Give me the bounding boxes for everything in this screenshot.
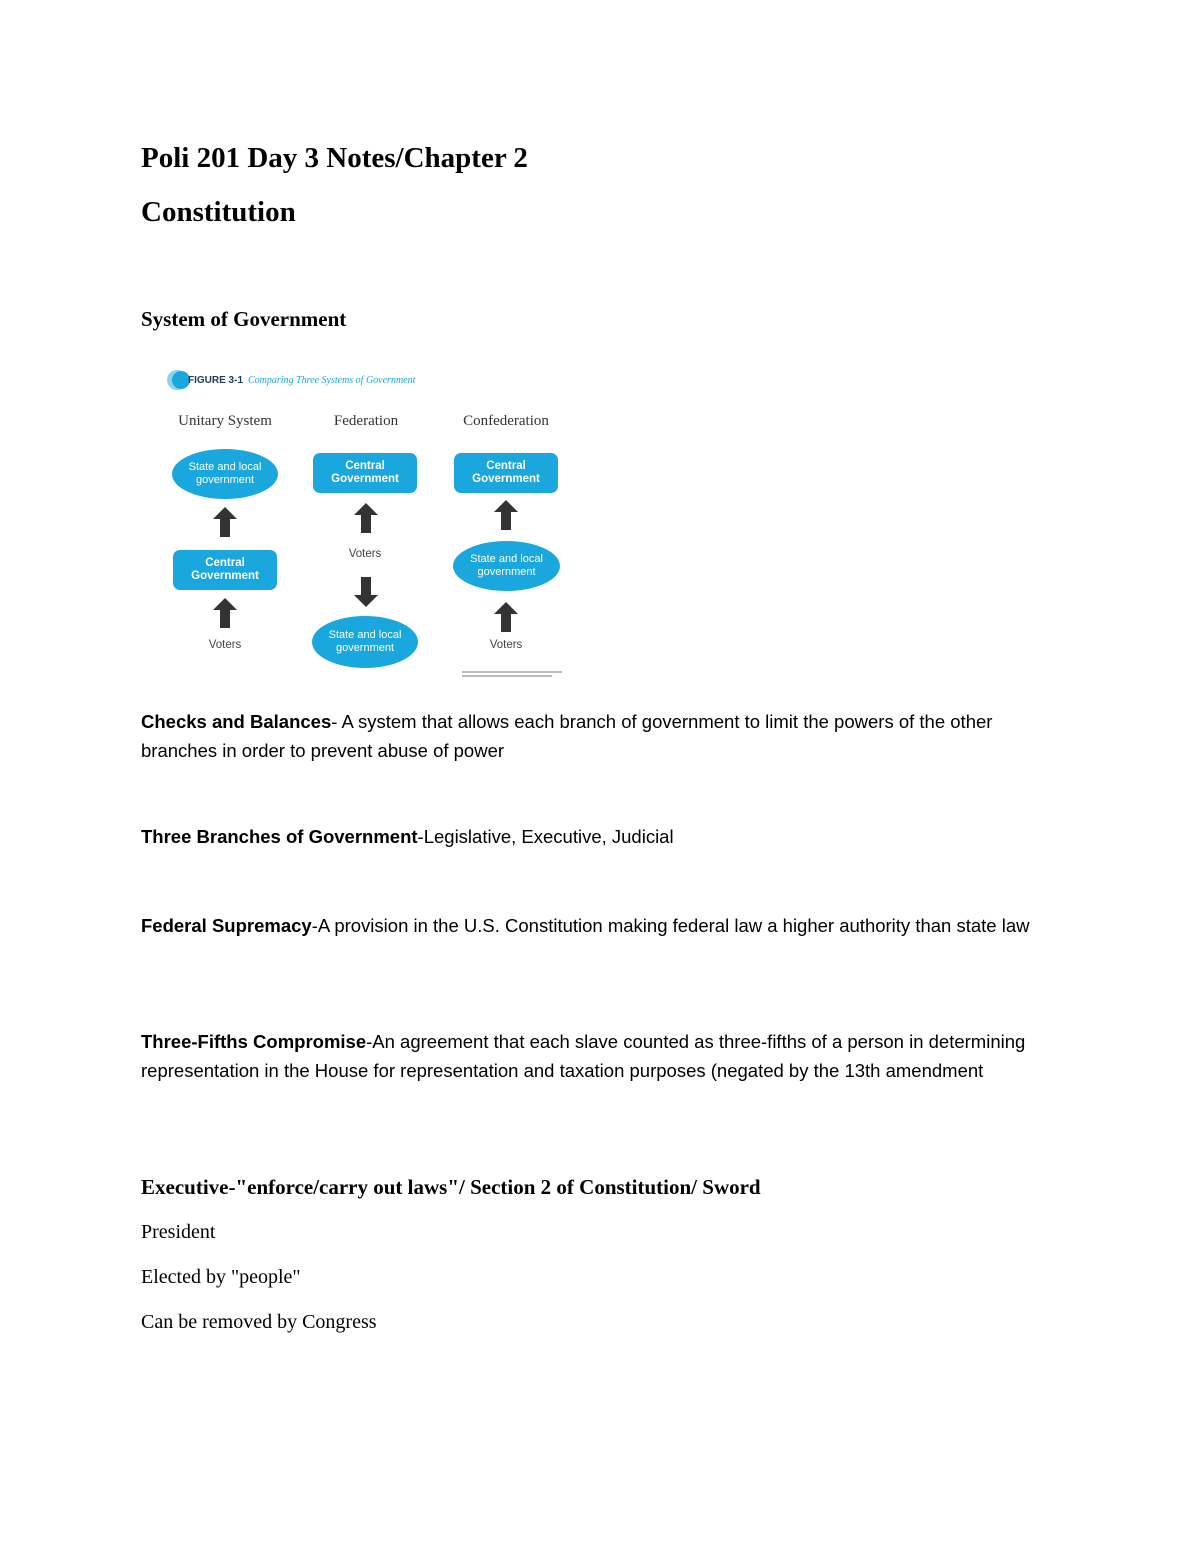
confederation-top-node: Central Government — [454, 453, 558, 493]
definition-three-branches — [141, 822, 1071, 851]
definition-federal-supremacy — [141, 911, 1071, 940]
up-arrow-icon — [213, 507, 237, 537]
government-systems-figure — [160, 365, 580, 685]
executive-line: Can be removed by Congress — [141, 1311, 377, 1333]
definition-text: -A provision in the U.S. Constitution making federal law a higher authority than state law — [311, 915, 1030, 936]
unitary-top-node: State and local government — [172, 449, 278, 499]
down-arrow-icon — [354, 577, 378, 607]
term: Checks and Balances — [141, 711, 332, 732]
column-title-confederation: Confederation — [463, 413, 549, 429]
federation-middle-node: Voters — [348, 548, 382, 560]
executive-line: President — [141, 1221, 216, 1243]
confederation-bottom-node: Voters — [489, 639, 523, 651]
definition-checks-and-balances — [141, 707, 1071, 765]
definition-text: -An agreement that each slave counted as three-fifths of a person in determining representation in the House for representation and taxation purposes (negated by the 13th amendment — [141, 1031, 1026, 1081]
figure-caption: Comparing Three Systems of Government — [248, 375, 416, 386]
page-title: Poli 201 Day 3 Notes/Chapter 2 — [141, 142, 528, 174]
unitary-bottom-node: Voters — [208, 639, 242, 651]
confederation-middle-node: State and local government — [453, 541, 560, 591]
definition-three-fifths — [141, 1027, 1071, 1085]
column-title-unitary: Unitary System — [178, 413, 272, 429]
figure-badge-icon — [164, 369, 190, 391]
page-subtitle: Constitution — [141, 196, 296, 228]
figure-source-note — [462, 667, 566, 677]
figure-label: FIGURE 3-1 — [188, 375, 244, 386]
federation-bottom-node: State and local government — [312, 616, 418, 668]
unitary-middle-node: Central Government — [173, 550, 277, 590]
federation-top-node: Central Government — [313, 453, 417, 493]
column-title-federation: Federation — [333, 413, 399, 429]
term: Three Branches of Government — [141, 826, 418, 847]
executive-heading: Executive-"enforce/carry out laws"/ Section 2 of Constitution/ Sword — [141, 1175, 761, 1199]
up-arrow-icon — [494, 602, 518, 632]
executive-line: Elected by "people" — [141, 1266, 301, 1288]
term: Three-Fifths Compromise — [141, 1031, 367, 1052]
definition-text: -Legislative, Executive, Judicial — [417, 826, 674, 847]
up-arrow-icon — [213, 598, 237, 628]
up-arrow-icon — [494, 500, 518, 530]
term: Federal Supremacy — [141, 915, 312, 936]
section-heading: System of Government — [141, 307, 347, 331]
up-arrow-icon — [354, 503, 378, 533]
definition-text: - A system that allows each branch of government to limit the powers of the other branches in order to prevent abuse of power — [141, 711, 993, 761]
